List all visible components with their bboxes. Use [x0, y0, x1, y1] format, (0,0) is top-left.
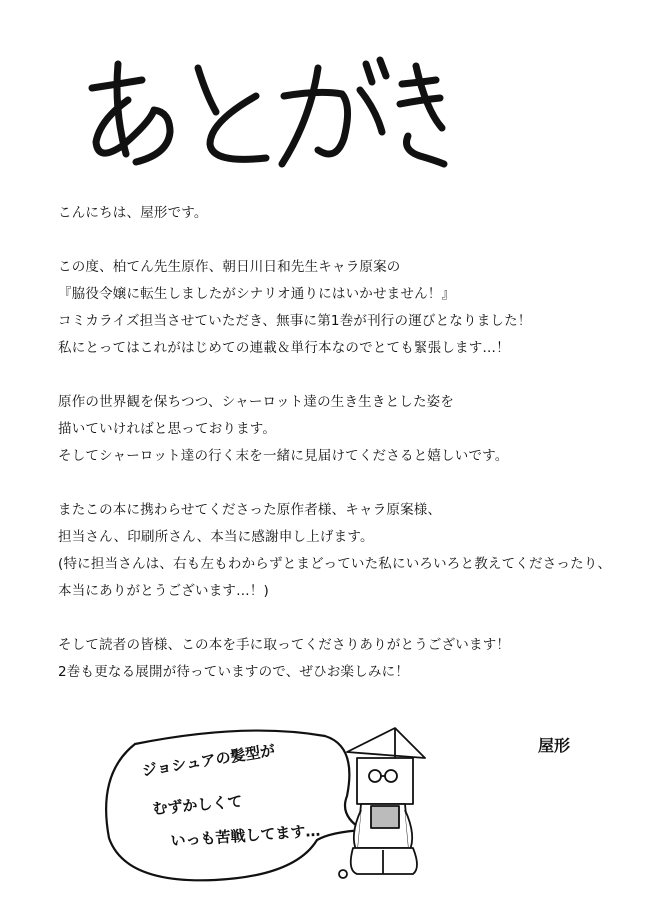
text-line: (特に担当さんは、右も左もわからずとまどっていた私にいろいろと教えてくださったり、 [58, 556, 612, 572]
text-line: 『脇役令嬢に転生しましたがシナリオ通りにはいかせません！』 [58, 286, 456, 302]
bubble-line-1: ジョシュアの髪型が [140, 741, 277, 780]
author-illustration [95, 718, 435, 918]
text-line: こんにちは、屋形です。 [58, 205, 208, 221]
text-line: 2巻も更なる展開が待っていますので、ぜひお楽しみに！ [58, 664, 410, 680]
text-line: 担当さん、印刷所さん、本当に感謝申し上げます。 [58, 529, 374, 545]
author-avatar [339, 728, 425, 878]
bubble-line-3: いっも苦戦してます… [170, 821, 321, 850]
text-line: この度、柏てん先生原作、朝日川日和先生キャラ原案の [58, 259, 401, 275]
text-line: 原作の世界観を保ちつつ、シャーロット達の生き生きとした姿を [58, 394, 455, 410]
afterword-body [58, 200, 638, 686]
author-signature: 屋形 [538, 736, 571, 755]
text-line: 本当にありがとうございます…！) [58, 583, 269, 599]
text-line: そしてシャーロット達の行く末を一緒に見届けてくださると嬉しいです。 [58, 448, 509, 464]
afterword-heading [70, 50, 450, 180]
text-line: コミカライズ担当させていただき、無事に第1巻が刊行の運びとなりました！ [58, 313, 532, 329]
text-line: 描いていければと思っております。 [58, 421, 277, 437]
text-line: そして読者の皆様、この本を手に取ってくださりありがとうございます！ [58, 637, 511, 653]
text-line: 私にとってはこれがはじめての連載＆単行本なのでとても緊張します…！ [58, 340, 510, 356]
bubble-line-2: むずかしくて [151, 792, 244, 818]
text-line: またこの本に携わらせてくださった原作者様、キャラ原案様、 [58, 502, 442, 518]
